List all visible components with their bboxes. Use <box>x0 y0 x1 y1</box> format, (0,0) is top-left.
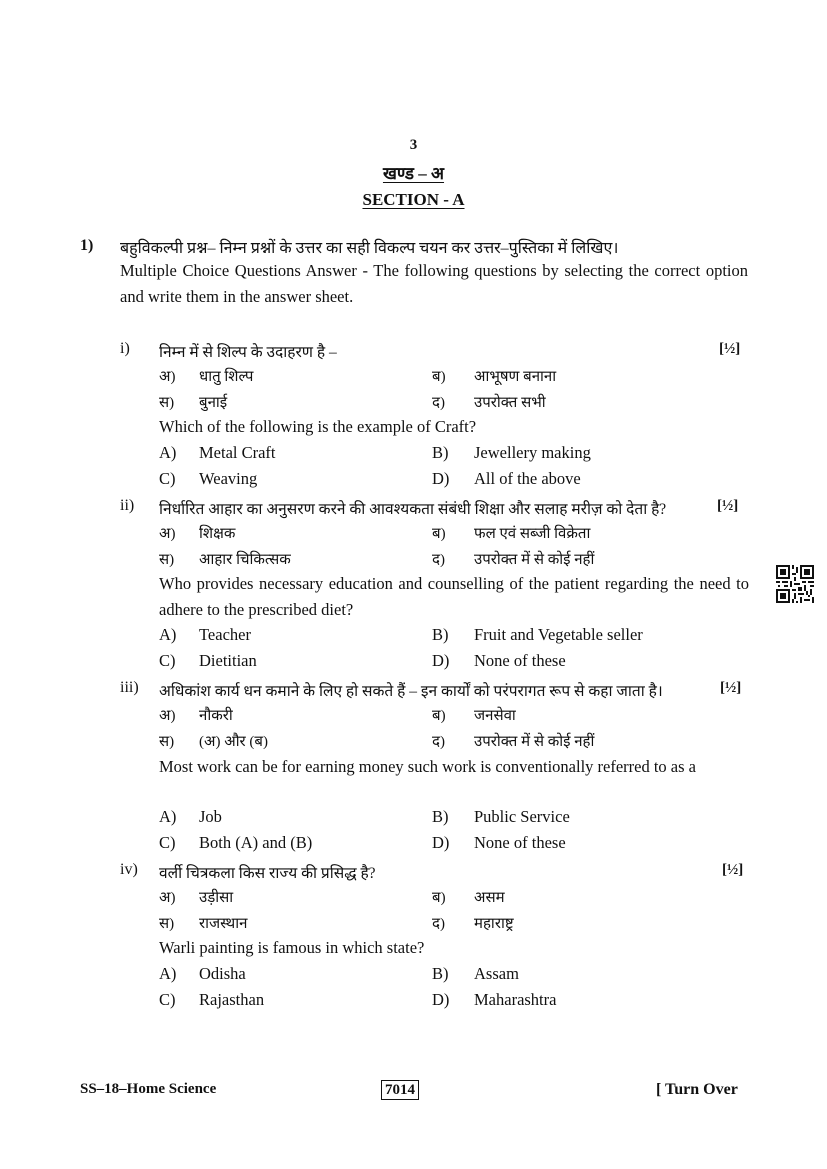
option-text: Public Service <box>474 807 570 826</box>
option-label: D) <box>432 469 450 488</box>
option-label: ब) <box>432 890 446 906</box>
option-label: B) <box>432 443 449 462</box>
option-text: Metal Craft <box>199 443 276 462</box>
subquestion-hindi: वर्ली चित्रकला किस राज्य की प्रसिद्ध है? <box>159 865 376 882</box>
question-instruction-hindi: बहुविकल्पी प्रश्न– निम्न प्रश्नों के उत्तर का सही विकल्प चयन कर उत्तर–पुस्तिका में लिखिए। <box>120 240 619 257</box>
option-text: आभूषण बनाना <box>474 369 557 385</box>
option-text: Teacher <box>199 625 251 644</box>
page-number: 3 <box>409 137 418 153</box>
option-text: उपरोक्त में से कोई नहीं <box>474 734 595 750</box>
option-text: None of these <box>474 833 566 852</box>
option-label: ब) <box>432 369 446 385</box>
marks-label: [½] <box>722 862 744 878</box>
option-text: जनसेवा <box>474 708 516 724</box>
footer-turn-over: [ Turn Over <box>656 1081 738 1098</box>
option-text: Job <box>199 807 222 826</box>
question-number: 1) <box>80 237 94 254</box>
option-text: धातु शिल्प <box>199 369 254 385</box>
subquestion-english: Who provides necessary education and counselling of the patient regarding the need to adhere to the prescribed diet? <box>159 574 749 619</box>
option-text: None of these <box>474 651 566 670</box>
option-text: Maharashtra <box>474 990 557 1009</box>
option-text: Weaving <box>199 469 258 488</box>
option-text: Dietitian <box>199 651 257 670</box>
footer-subject-code: SS–18–Home Science <box>80 1081 217 1097</box>
qr-code <box>776 565 814 603</box>
option-label: द) <box>432 916 445 932</box>
option-text: असम <box>474 890 505 906</box>
option-label: अ) <box>159 708 176 724</box>
subquestion-english: Most work can be for earning money such work is conventionally referred to as a <box>159 757 696 776</box>
option-text: शिक्षक <box>199 526 236 542</box>
option-label: स) <box>159 734 175 750</box>
option-text: उपरोक्त सभी <box>474 395 546 411</box>
option-text: Assam <box>474 964 519 983</box>
marks-label: [½] <box>720 680 742 696</box>
option-label: D) <box>432 990 450 1009</box>
option-label: D) <box>432 833 450 852</box>
subquestion-english: Warli painting is famous in which state? <box>159 938 425 957</box>
option-text: Both (A) and (B) <box>199 833 313 852</box>
option-label: ब) <box>432 526 446 542</box>
option-label: B) <box>432 964 449 983</box>
footer-paper-code: 7014 <box>381 1080 419 1100</box>
subquestion-hindi: अधिकांश कार्य धन कमाने के लिए हो सकते हैं – इन कार्यों को परंपरागत रूप से कहा जाता है। <box>159 683 663 700</box>
option-text: उपरोक्त में से कोई नहीं <box>474 552 595 568</box>
subquestion-hindi: निम्न में से शिल्प के उदाहरण है – <box>159 344 337 361</box>
option-label: B) <box>432 625 449 644</box>
option-label: D) <box>432 651 450 670</box>
marks-label: [½] <box>717 498 739 514</box>
option-label: अ) <box>159 526 176 542</box>
option-label: A) <box>159 807 177 826</box>
option-label: द) <box>432 552 445 568</box>
subquestion-number: i) <box>120 340 130 357</box>
option-label: B) <box>432 807 449 826</box>
option-text: Jewellery making <box>474 443 591 462</box>
option-text: नौकरी <box>199 708 233 724</box>
marks-label: [½] <box>719 341 741 357</box>
option-text: महाराष्ट्र <box>474 916 514 932</box>
option-label: द) <box>432 395 445 411</box>
subquestion-number: ii) <box>120 497 135 514</box>
subquestion-number: iii) <box>120 679 139 696</box>
option-label: C) <box>159 990 176 1009</box>
option-label: स) <box>159 552 175 568</box>
subquestion-english: Which of the following is the example of Craft? <box>159 417 477 436</box>
option-text: राजस्थान <box>199 916 248 932</box>
option-label: ब) <box>432 708 446 724</box>
option-label: अ) <box>159 890 176 906</box>
section-heading-english: SECTION - A <box>362 190 465 209</box>
option-text: फल एवं सब्जी विक्रेता <box>474 526 591 542</box>
option-label: A) <box>159 964 177 983</box>
option-label: स) <box>159 395 175 411</box>
section-heading-hindi: खण्ड – अ <box>382 164 445 183</box>
option-label: C) <box>159 651 176 670</box>
option-label: स) <box>159 916 175 932</box>
option-text: (अ) और (ब) <box>199 734 268 750</box>
option-text: Fruit and Vegetable seller <box>474 625 643 644</box>
subquestion-number: iv) <box>120 861 138 878</box>
subquestion-hindi: निर्धारित आहार का अनुसरण करने की आवश्यकता संबंधी शिक्षा और सलाह मरीज़ को देता है? <box>159 501 667 518</box>
option-text: Odisha <box>199 964 246 983</box>
option-label: A) <box>159 443 177 462</box>
option-text: बुनाई <box>199 395 228 411</box>
option-text: आहार चिकित्सक <box>199 552 291 568</box>
option-text: All of the above <box>474 469 581 488</box>
option-label: A) <box>159 625 177 644</box>
question-instruction-english: Multiple Choice Questions Answer - The following questions by selecting the correct option and write them in the answer sheet. <box>120 261 748 306</box>
option-label: द) <box>432 734 445 750</box>
option-text: Rajasthan <box>199 990 265 1009</box>
option-label: अ) <box>159 369 176 385</box>
option-label: C) <box>159 469 176 488</box>
option-label: C) <box>159 833 176 852</box>
option-text: उड़ीसा <box>199 890 234 906</box>
